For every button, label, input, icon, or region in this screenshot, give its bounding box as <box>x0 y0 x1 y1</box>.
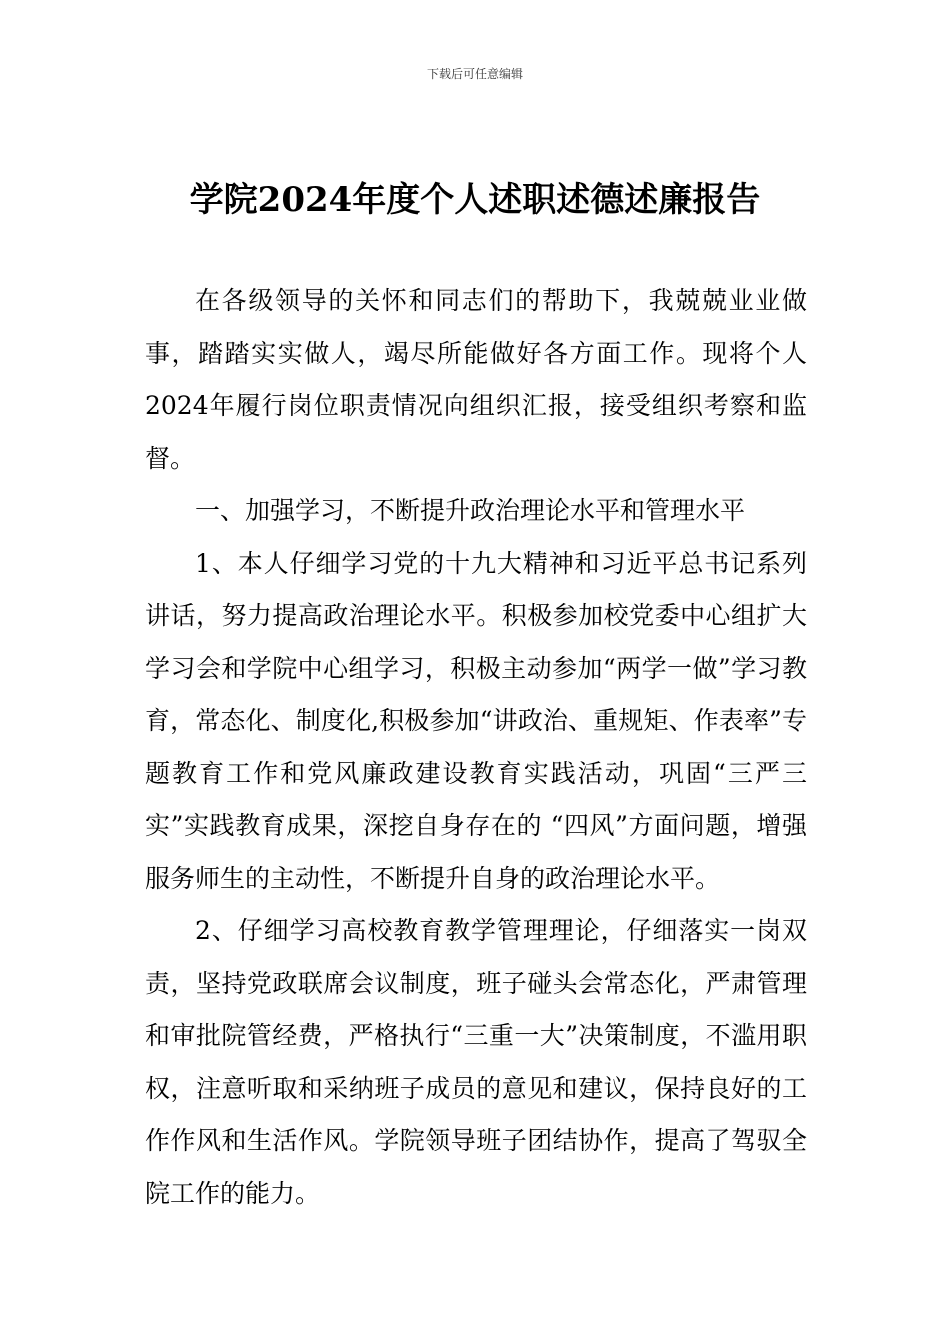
document-body <box>145 275 807 1220</box>
paragraph-item-1: 1、本人仔细学习党的十九大精神和习近平总书记系列讲话，努力提高政治理论水平。积极参加校党委中心组扩大学习会和学院中心组学习，积极主动参加“两学一做”学习教育，常态化、制度化,积极参加“讲政治、重规矩、作表率”专题教育工作和党风廉政建设教育实践活动，巩固“三严三实”实践教育成果，深挖自身存在的 “四风”方面问题，增强服务师生的主动性，不断提升自身的政治理论水平。 <box>145 548 807 893</box>
document-title: 学院2024年度个人述职述德述廉报告 <box>189 180 761 220</box>
header-note: 下载后可任意编辑 <box>426 67 523 81</box>
paragraph-intro: 在各级领导的关怀和同志们的帮助下，我兢兢业业做事，踏踏实实做人，竭尽所能做好各方面工作。现将个人2024年履行岗位职责情况向组织汇报，接受组织考察和监督。 <box>145 286 807 473</box>
section-heading-1: 一、加强学习，不断提升政治理论水平和管理水平 <box>195 496 746 525</box>
paragraph-item-2: 2、仔细学习高校教育教学管理理论，仔细落实一岗双责，坚持党政联席会议制度，班子碰头会常态化，严肃管理和审批院管经费，严格执行“三重一大”决策制度，不滥用职权，注意听取和采纳班子成员的意见和建议，保持良好的工作作风和生活作风。学院领导班子团结协作，提高了驾驭全院工作的能力。 <box>145 916 807 1208</box>
